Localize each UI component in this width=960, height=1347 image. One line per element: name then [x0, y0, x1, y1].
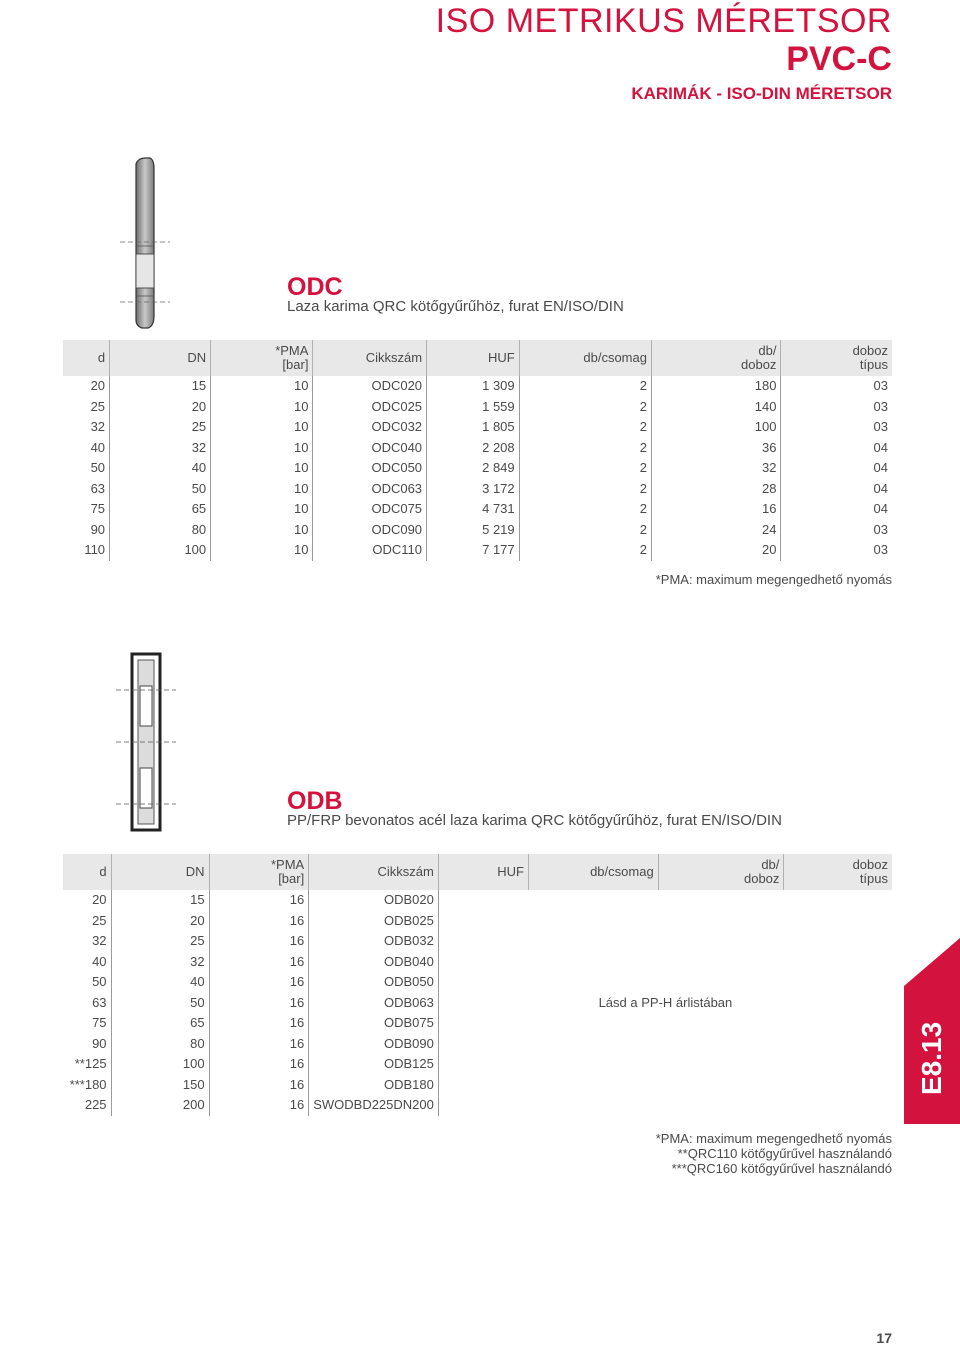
cell-pma: 16	[209, 1095, 309, 1116]
col-doboz-tipus-label-1: doboz	[852, 857, 888, 872]
cell-cikkszam: ODB020	[309, 890, 439, 911]
cell-dn: 50	[110, 479, 211, 500]
cell-huf: 2 849	[427, 458, 520, 479]
cell-cikkszam: ODC090	[313, 520, 427, 541]
cell-dn: 25	[111, 931, 209, 952]
cell-dn: 25	[110, 417, 211, 438]
catalog-subtitle: KARIMÁK - ISO-DIN MÉRETSOR	[631, 84, 892, 103]
cell-huf: 5 219	[427, 520, 520, 541]
cell-cikkszam: ODB025	[309, 911, 439, 932]
cell-d: 25	[92, 912, 107, 928]
cell-db-csomag: 2	[519, 479, 651, 500]
odb-table-header	[63, 854, 892, 890]
cell-huf: 3 172	[427, 479, 520, 500]
cell-tipus: 03	[781, 376, 892, 397]
odb-note-pma: *PMA: maximum megengedhető nyomás	[655, 1131, 892, 1146]
cell-dn: 100	[110, 540, 211, 561]
col-pma	[211, 340, 313, 376]
col-d-label: d	[97, 350, 106, 365]
cell-pma: 16	[209, 952, 309, 973]
col-db-csomag	[519, 340, 651, 376]
cell-db-doboz: 36	[651, 438, 780, 459]
cell-d: 20	[90, 378, 106, 394]
col-db-doboz	[658, 854, 784, 890]
col-db-csomag	[528, 854, 658, 890]
cell-dn: 20	[110, 397, 211, 418]
cell-d: 63	[92, 994, 107, 1010]
odc-table-header	[63, 340, 892, 376]
table-row	[63, 417, 892, 438]
cell-dn: 20	[111, 911, 209, 932]
cell-dn: 50	[111, 993, 209, 1014]
cell-pma: 16	[209, 972, 309, 993]
cell-db-csomag: 2	[519, 397, 651, 418]
cell-huf: 2 208	[427, 438, 520, 459]
cell-d: 75	[90, 501, 106, 517]
cell-dn: 150	[111, 1075, 209, 1096]
cell-cikkszam: ODC063	[313, 479, 427, 500]
cell-d: 40	[90, 439, 106, 455]
cell-cikkszam: ODB050	[309, 972, 439, 993]
col-db-doboz-label-2: doboz	[741, 357, 777, 372]
col-doboz-tipus-label-2: típus	[859, 357, 888, 372]
col-doboz-tipus	[781, 340, 892, 376]
section-tab-label: E8.13	[916, 1021, 947, 1095]
cell-db-doboz: 20	[651, 540, 780, 561]
col-db-doboz-label-1: db/	[761, 857, 780, 872]
cell-pma: 16	[209, 890, 309, 911]
cell-d: 40	[92, 953, 107, 969]
cell-db-csomag: 2	[519, 520, 651, 541]
material-title: PVC-C	[786, 40, 892, 78]
cell-dn: 32	[111, 952, 209, 973]
table-row	[63, 479, 892, 500]
cell-cikkszam: ODB125	[309, 1054, 439, 1075]
cell-tipus: 03	[781, 397, 892, 418]
odb-code: ODB	[287, 787, 343, 815]
cell-db-doboz: 24	[651, 520, 780, 541]
col-db-doboz-label-2: doboz	[743, 871, 780, 886]
cell-d: 110	[84, 542, 106, 558]
cell-d: 63	[90, 480, 106, 496]
odb-note-qrc110: **QRC110 kötőgyűrűvel használandó	[677, 1146, 892, 1161]
cell-dn: 15	[111, 890, 209, 911]
cell-huf: 1 309	[427, 376, 520, 397]
odc-description: Laza karima QRC kötőgyűrűhöz, furat EN/ISO/DIN	[287, 298, 624, 315]
cell-pma: 10	[211, 499, 313, 520]
cell-cikkszam: ODB063	[309, 993, 439, 1014]
odb-flange-drawing	[112, 650, 202, 838]
cell-pma: 10	[211, 520, 313, 541]
cell-cikkszam: SWODBD225DN200	[309, 1095, 439, 1116]
cell-db-csomag: 2	[519, 376, 651, 397]
cell-pma: 10	[211, 540, 313, 561]
cell-d: ***180	[69, 1076, 107, 1092]
cell-db-csomag: 2	[519, 417, 651, 438]
cell-cikkszam: ODC075	[313, 499, 427, 520]
odb-description: PP/FRP bevonatos acél laza karima QRC kötőgyűrűhöz, furat EN/ISO/DIN	[287, 812, 782, 829]
odb-table	[63, 854, 892, 1116]
page-number: 17	[876, 1330, 892, 1346]
col-db-doboz	[651, 340, 780, 376]
cell-huf: 1 805	[427, 417, 520, 438]
col-doboz-tipus-label-1: doboz	[852, 343, 888, 358]
cell-db-doboz: 16	[651, 499, 780, 520]
cell-tipus: 03	[781, 417, 892, 438]
col-db-doboz-label-1: db/	[758, 343, 777, 358]
col-doboz-tipus	[784, 854, 892, 890]
col-dn	[111, 854, 209, 890]
cell-d: 32	[90, 419, 106, 435]
col-cikkszam	[309, 854, 439, 890]
col-db-csomag-label: db/csomag	[590, 864, 654, 879]
cell-cikkszam: ODB090	[309, 1034, 439, 1055]
odc-flange-drawing	[112, 156, 202, 332]
cell-cikkszam: ODC025	[313, 397, 427, 418]
col-huf-label: HUF	[497, 864, 524, 879]
table-row	[63, 890, 892, 911]
cell-db-doboz: 140	[651, 397, 780, 418]
cell-d: 90	[92, 1035, 107, 1051]
odc-pma-note: *PMA: maximum megengedhető nyomás	[655, 572, 892, 587]
col-pma-label-2: [bar]	[278, 871, 305, 886]
cell-tipus: 04	[781, 499, 892, 520]
cell-tipus: 03	[781, 540, 892, 561]
col-db-csomag-label: db/csomag	[583, 350, 647, 365]
cell-d: 75	[92, 1015, 107, 1031]
cell-dn: 80	[110, 520, 211, 541]
cell-d: **125	[74, 1056, 107, 1072]
odb-notes	[656, 1131, 892, 1176]
cell-d: 50	[90, 460, 106, 476]
col-pma	[209, 854, 309, 890]
cell-cikkszam: ODB075	[309, 1013, 439, 1034]
col-d	[63, 854, 111, 890]
cell-db-doboz: 180	[651, 376, 780, 397]
col-huf-label: HUF	[487, 350, 515, 365]
cell-dn: 32	[110, 438, 211, 459]
cell-cikkszam: ODC050	[313, 458, 427, 479]
cell-pma: 10	[211, 376, 313, 397]
cell-d: 20	[92, 892, 107, 908]
col-d-label: d	[99, 864, 107, 879]
cell-pma: 16	[209, 911, 309, 932]
cell-dn: 65	[111, 1013, 209, 1034]
col-pma-label-2: [bar]	[282, 357, 309, 372]
cell-huf: 7 177	[427, 540, 520, 561]
table-row	[63, 458, 892, 479]
cell-tipus: 03	[781, 520, 892, 541]
table-row	[63, 438, 892, 459]
cell-dn: 15	[110, 376, 211, 397]
cell-pma: 16	[209, 1034, 309, 1055]
cell-pma: 16	[209, 931, 309, 952]
cell-db-csomag: 2	[519, 540, 651, 561]
table-row	[63, 540, 892, 561]
col-cikkszam	[313, 340, 427, 376]
col-d	[63, 340, 110, 376]
cell-tipus: 04	[781, 458, 892, 479]
col-dn	[110, 340, 211, 376]
col-dn-label: DN	[187, 350, 207, 365]
cell-d: 90	[90, 521, 106, 537]
merged-price-cell: Lásd a PP-H árlistában	[438, 890, 892, 1116]
cell-pma: 16	[209, 993, 309, 1014]
col-huf	[438, 854, 528, 890]
cell-d: 50	[92, 974, 107, 990]
cell-pma: 10	[211, 417, 313, 438]
cell-dn: 100	[111, 1054, 209, 1075]
odc-table	[63, 340, 892, 561]
cell-pma: 16	[209, 1075, 309, 1096]
cell-dn: 40	[111, 972, 209, 993]
cell-pma: 10	[211, 397, 313, 418]
cell-d: 225	[84, 1097, 107, 1113]
col-dn-label: DN	[185, 864, 205, 879]
cell-tipus: 04	[781, 479, 892, 500]
cell-db-csomag: 2	[519, 458, 651, 479]
cell-dn: 200	[111, 1095, 209, 1116]
cell-pma: 10	[211, 438, 313, 459]
cell-db-csomag: 2	[519, 438, 651, 459]
odb-note-qrc160: ***QRC160 kötőgyűrűvel használandó	[671, 1161, 892, 1176]
col-huf	[427, 340, 520, 376]
cell-cikkszam: ODB180	[309, 1075, 439, 1096]
cell-d: 32	[92, 933, 107, 949]
cell-cikkszam: ODC020	[313, 376, 427, 397]
table-row	[63, 397, 892, 418]
cell-db-doboz: 28	[651, 479, 780, 500]
cell-huf: 1 559	[427, 397, 520, 418]
col-cikkszam-label: Cikkszám	[365, 350, 423, 365]
odc-code: ODC	[287, 273, 343, 301]
cell-db-doboz: 32	[651, 458, 780, 479]
cell-db-doboz: 100	[651, 417, 780, 438]
cell-db-csomag: 2	[519, 499, 651, 520]
cell-huf: 4 731	[427, 499, 520, 520]
cell-cikkszam: ODC040	[313, 438, 427, 459]
cell-dn: 40	[110, 458, 211, 479]
col-cikkszam-label: Cikkszám	[377, 864, 434, 879]
cell-cikkszam: ODB032	[309, 931, 439, 952]
catalog-title: ISO METRIKUS MÉRETSOR	[435, 2, 892, 40]
table-row	[63, 520, 892, 541]
cell-cikkszam: ODC032	[313, 417, 427, 438]
table-row	[63, 499, 892, 520]
col-pma-label-1: *PMA	[275, 343, 309, 358]
col-pma-label-1: *PMA	[270, 857, 305, 872]
cell-tipus: 04	[781, 438, 892, 459]
table-row	[63, 376, 892, 397]
cell-pma: 16	[209, 1054, 309, 1075]
cell-dn: 80	[111, 1034, 209, 1055]
cell-cikkszam: ODB040	[309, 952, 439, 973]
cell-pma: 10	[211, 458, 313, 479]
cell-dn: 65	[110, 499, 211, 520]
col-doboz-tipus-label-2: típus	[859, 871, 888, 886]
cell-pma: 16	[209, 1013, 309, 1034]
cell-pma: 10	[211, 479, 313, 500]
cell-d: 25	[90, 398, 106, 414]
cell-cikkszam: ODC110	[313, 540, 427, 561]
